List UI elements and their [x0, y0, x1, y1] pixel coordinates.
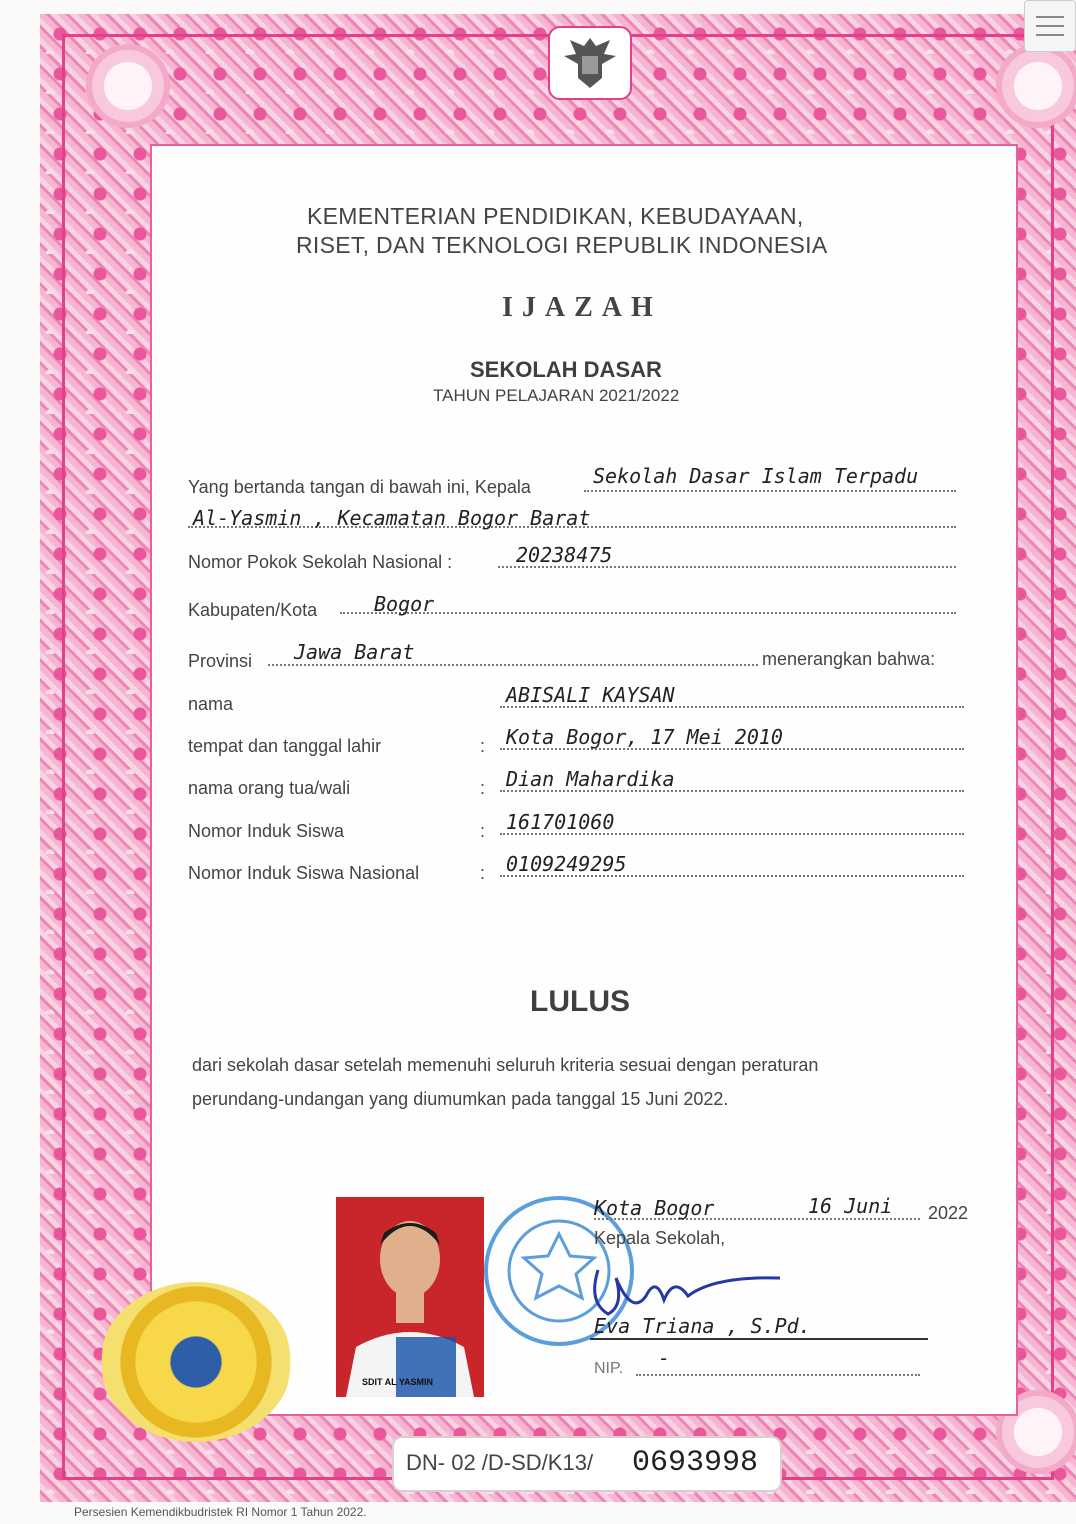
- tut-wuri-handayani-seal-icon: [100, 1282, 292, 1442]
- photo-caption: SDIT AL YASMIN: [362, 1377, 434, 1387]
- province-suffix: menerangkan bahwa:: [762, 649, 936, 669]
- school-year: TAHUN PELAJARAN 2021/2022: [433, 386, 680, 405]
- student-photo: [336, 1197, 484, 1397]
- principal-name: Eva Triana , S.Pd.: [594, 1314, 811, 1338]
- menu-button[interactable]: [1024, 0, 1076, 52]
- corner-ornament-top-right: [996, 44, 1076, 128]
- npsn-value: 20238475: [516, 543, 613, 567]
- signature-place: Kota Bogor: [594, 1196, 715, 1220]
- intro-label: Yang bertanda tangan di bawah ini, Kepala: [188, 477, 531, 497]
- nis-label: Nomor Induk Siswa: [188, 821, 345, 841]
- corner-ornament-top-left: [86, 44, 170, 128]
- regency-label: Kabupaten/Kota: [188, 600, 318, 620]
- npsn-label: Nomor Pokok Sekolah Nasional :: [188, 552, 453, 572]
- regency-value: Bogor: [374, 592, 435, 616]
- serial-prefix: DN- 02 /D-SD/K13/: [406, 1450, 594, 1475]
- nisn-label: Nomor Induk Siswa Nasional: [188, 863, 420, 883]
- nis-value: 161701060: [506, 810, 615, 834]
- menu-icon: [1036, 16, 1064, 18]
- parent-label: nama orang tua/wali: [188, 778, 351, 798]
- document-title: IJAZAH: [502, 292, 662, 323]
- ministry-line-1: KEMENTERIAN PENDIDIKAN, KEBUDAYAAN,: [307, 203, 804, 229]
- province-value: Jawa Barat: [294, 640, 415, 664]
- statement-line-1: dari sekolah dasar setelah memenuhi seluruh kriteria sesuai dengan peraturan: [192, 1055, 819, 1075]
- province-label: Provinsi: [188, 651, 253, 671]
- student-name-label: nama: [188, 694, 234, 714]
- nip-value: -: [658, 1346, 671, 1370]
- birth-value: Kota Bogor, 17 Mei 2010: [506, 725, 783, 749]
- school-level: SEKOLAH DASAR: [470, 357, 662, 382]
- school-name-line-1: Sekolah Dasar Islam Terpadu: [593, 464, 919, 488]
- parent-value: Dian Mahardika: [506, 767, 675, 791]
- garuda-emblem-icon: [548, 26, 632, 100]
- nisn-value: 0109249295: [506, 852, 627, 876]
- school-name-line-2: Al-Yasmin , Kecamatan Bogor Barat: [193, 506, 591, 530]
- principal-role: Kepala Sekolah,: [594, 1228, 726, 1248]
- birth-label: tempat dan tanggal lahir: [188, 736, 382, 756]
- student-name-value: ABISALI KAYSAN: [506, 683, 675, 707]
- serial-number: 0693998: [632, 1446, 759, 1480]
- signature-date: 16 Juni: [808, 1194, 893, 1218]
- result-lulus: LULUS: [530, 985, 630, 1018]
- footer-note: Persesien Kemendikbudristek RI Nomor 1 Tahun 2022.: [74, 1505, 367, 1519]
- nip-label: NIP.: [594, 1360, 624, 1377]
- signature-year: 2022: [928, 1203, 969, 1223]
- statement-line-2: perundang-undangan yang diumumkan pada tanggal 15 Juni 2022.: [192, 1089, 729, 1109]
- serial-number-box: [392, 1436, 782, 1492]
- ministry-line-2: RISET, DAN TEKNOLOGI REPUBLIK INDONESIA: [296, 232, 828, 258]
